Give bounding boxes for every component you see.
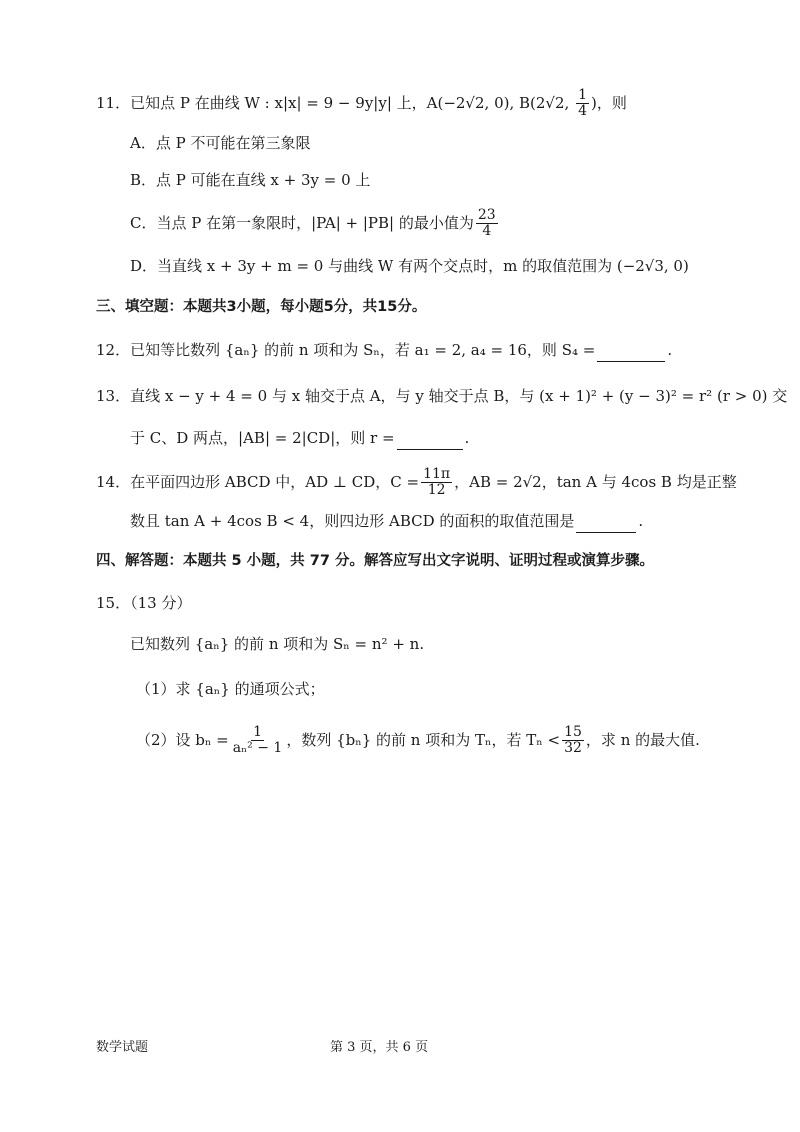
q12 bbox=[96, 338, 672, 362]
q15-part2-fraction-b bbox=[231, 725, 285, 757]
section-3-heading: 三、填空题：本题共3小题，每小题5分，共15分。 bbox=[96, 299, 427, 315]
q15-header: 15．（13 分） bbox=[96, 594, 192, 612]
q14-line2 bbox=[130, 509, 643, 533]
q11-frac-den: 4 bbox=[578, 103, 587, 120]
q13-line2-text: 于 C、D 两点，|AB| = 2|CD|，则 r = bbox=[130, 429, 395, 447]
q11-option-a: A．点 P 不可能在第三象限 bbox=[130, 134, 311, 152]
q11-stem bbox=[96, 88, 627, 120]
q15-t-num: 15 bbox=[564, 724, 582, 740]
q11-stem-end: )，则 bbox=[590, 93, 627, 112]
q14-line1 bbox=[96, 467, 737, 499]
q11-stem-text: 11．已知点 P 在曲线 W : x|x| = 9 − 9y|y| 上，A(−2√2, 0), B(2√2, bbox=[96, 93, 575, 112]
q15-part1: （1）求 {aₙ} 的通项公式； bbox=[136, 680, 325, 698]
q11-option-d: D．当直线 x + 3y + m = 0 与曲线 W 有两个交点时，m 的取值范围为 (−2√3, 0) bbox=[130, 257, 689, 275]
q14-end: . bbox=[638, 512, 644, 530]
q15-given: 已知数列 {aₙ} 的前 n 项和为 Sₙ = n² + n. bbox=[130, 635, 425, 653]
q13-line2 bbox=[130, 426, 469, 450]
footer-subject: 数学试题 bbox=[96, 1040, 149, 1055]
q12-text: 12．已知等比数列 {aₙ} 的前 n 项和为 Sₙ，若 a₁ = 2, a₄ = 16，则 S₄ = bbox=[96, 341, 596, 359]
section-4-heading: 四、解答题：本题共 5 小题，共 77 分。解答应写出文字说明、证明过程或演算步骤。 bbox=[96, 553, 654, 569]
q11-option-c-den: 4 bbox=[482, 223, 492, 240]
q11-option-c bbox=[130, 208, 500, 240]
q14-text-post: ，AB = 2√2，tan A 与 4cos B 均是正整 bbox=[454, 472, 737, 491]
q11-option-c-fraction bbox=[476, 208, 498, 240]
q15-part2-pre: （2）设 bₙ = bbox=[136, 730, 229, 749]
q13-line1: 13．直线 x − y + 4 = 0 与 x 轴交于点 A，与 y 轴交于点 B，与 (x + 1)² + (y − 3)² = r² (r > 0) 交 bbox=[96, 387, 788, 405]
q15-part2-mid: ，数列 {bₙ} 的前 n 项和为 Tₙ，若 Tₙ < bbox=[286, 730, 561, 749]
q14-text-pre: 14．在平面四边形 ABCD 中，AD ⊥ CD，C = bbox=[96, 472, 420, 491]
q12-end: . bbox=[667, 341, 673, 359]
q13-answer-blank[interactable] bbox=[397, 433, 463, 450]
q11-option-c-num: 23 bbox=[477, 207, 496, 223]
q14-frac-num: 11π bbox=[423, 466, 451, 482]
q15-part2-end: ，求 n 的最大值. bbox=[585, 730, 700, 749]
q14-frac-den: 12 bbox=[427, 482, 446, 499]
q13-end: . bbox=[464, 429, 470, 447]
q11-frac-num: 1 bbox=[578, 87, 587, 103]
q15-part2-fraction-t bbox=[562, 725, 584, 757]
q12-answer-blank[interactable] bbox=[597, 345, 665, 362]
q14-fraction bbox=[421, 467, 452, 499]
q15-b-num: 1 bbox=[253, 724, 262, 740]
q11-option-b: B．点 P 可能在直线 x + 3y = 0 上 bbox=[130, 171, 371, 189]
q15-b-den: aₙ² − 1 bbox=[232, 740, 283, 757]
q11-stem-fraction bbox=[576, 88, 589, 120]
q15-t-den: 32 bbox=[564, 740, 582, 757]
q15-part2 bbox=[136, 725, 700, 757]
q11-option-c-text: C．当点 P 在第一象限时，|PA| + |PB| 的最小值为 bbox=[130, 213, 474, 232]
q14-line2-text: 数且 tan A + 4cos B < 4，则四边形 ABCD 的面积的取值范围是 bbox=[130, 512, 575, 530]
footer-page-number: 第 3 页，共 6 页 bbox=[330, 1040, 429, 1055]
q14-answer-blank[interactable] bbox=[576, 516, 636, 533]
